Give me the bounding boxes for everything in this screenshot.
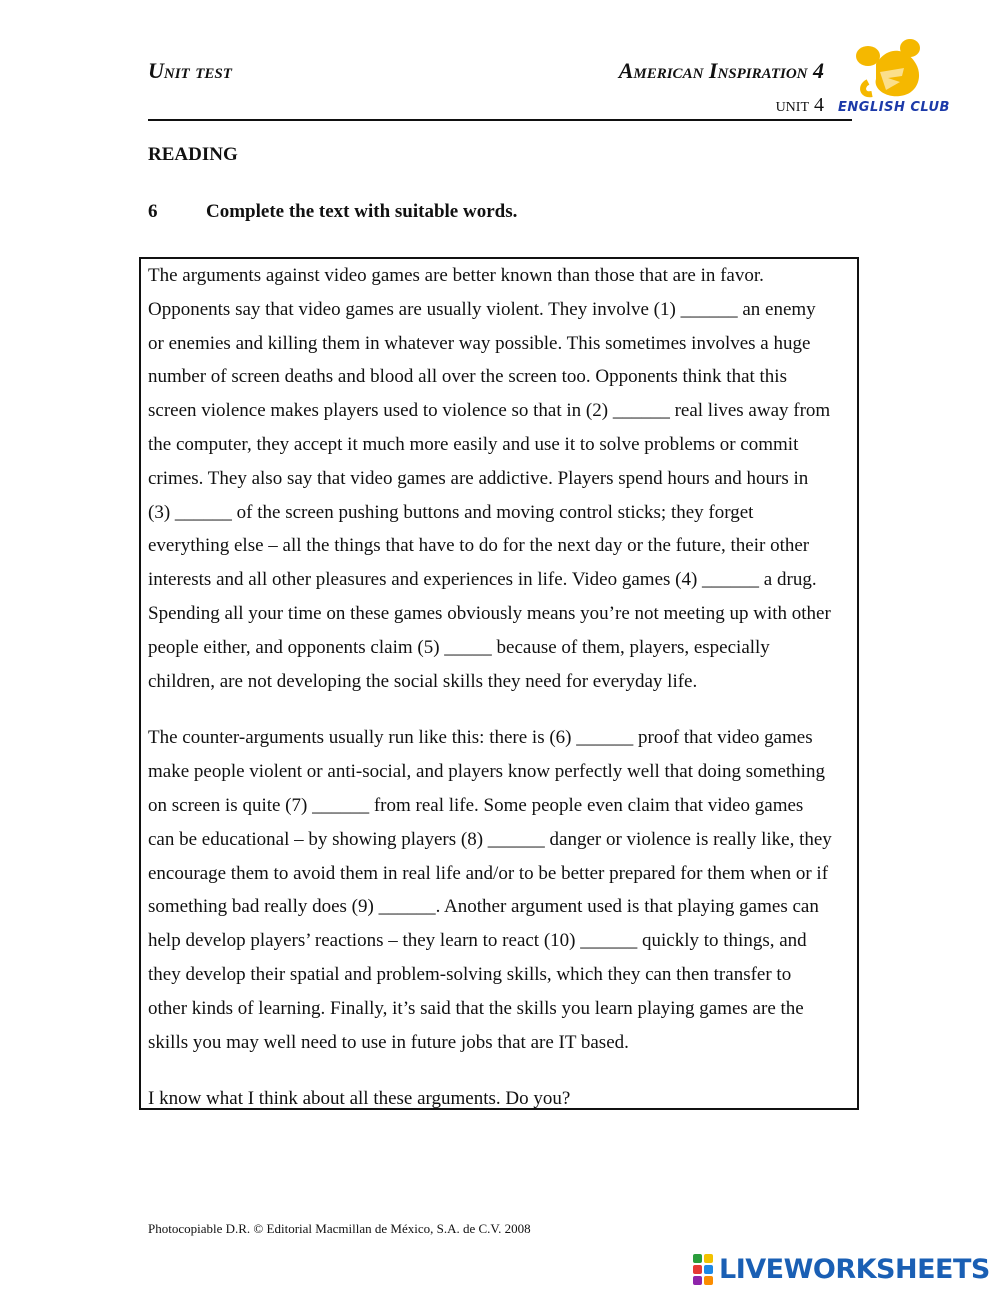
logo-square: [704, 1265, 713, 1274]
passage-box: [139, 257, 859, 1110]
liveworksheets-text: LIVEWORKSHEETS: [719, 1253, 990, 1285]
passage-line: can be educational – by showing players (8) ______ danger or violence is really like, they: [148, 828, 832, 850]
passage-line: The counter-arguments usually run like this: there is (6) ______ proof that video games: [148, 727, 813, 749]
passage-line: The arguments against video games are better known than those that are in favor.: [148, 265, 764, 286]
passage-line: interests and all other pleasures and experiences in life. Video games (4) ______ a drug.: [148, 569, 817, 591]
logo-text: ENGLISH CLUB: [838, 100, 950, 115]
passage-line: crimes. They also say that video games are addictive. Players spend hours and hours in: [148, 467, 809, 489]
passage-line: (3) ______ of the screen pushing buttons and moving control sticks; they forget: [148, 501, 754, 523]
instruction-number: 6: [148, 201, 158, 222]
passage-line: or enemies and killing them in whatever way possible. This sometimes involves a huge: [148, 332, 811, 354]
passage-line: they develop their spatial and problem-solving skills, which they can then transfer to: [148, 963, 792, 985]
passage-line: skills you may well need to use in future jobs that are IT based.: [148, 1031, 629, 1053]
passage-paragraph-2: [148, 721, 857, 1059]
passage-line: everything else – all the things that have to do for the next day or the future, their other: [148, 535, 810, 557]
header-rule: [148, 119, 852, 121]
passage-line: encourage them to avoid them in real life and/or to be better prepared for them when or if: [148, 862, 829, 884]
passage-paragraph-1: [148, 259, 857, 698]
liveworksheets-logo-icon: [693, 1254, 713, 1285]
logo-square: [693, 1265, 702, 1274]
liveworksheets-watermark: [693, 1252, 990, 1286]
passage-closing: I know what I think about all these arguments. Do you?: [148, 1088, 571, 1110]
logo-square: [693, 1254, 702, 1263]
footer-copyright: Photocopiable D.R. © Editorial Macmillan de México, S.A. de C.V. 2008: [148, 1221, 531, 1236]
passage-line: screen violence makes players used to violence so that in (2) ______ real lives away from: [148, 400, 831, 422]
logo-square: [693, 1276, 702, 1285]
passage-line: Opponents say that video games are usually violent. They involve (1) ______ an enemy: [148, 298, 816, 320]
logo-square: [704, 1254, 713, 1263]
passage-line: number of screen deaths and blood all over the screen too. Opponents think that this: [148, 366, 787, 388]
header-left-title: Unit test: [148, 58, 232, 83]
instruction-text: Complete the text with suitable words.: [206, 201, 518, 222]
section-title: READING: [148, 144, 238, 165]
passage-line: make people violent or anti-social, and players know perfectly well that doing something: [148, 761, 825, 783]
passage-line: people either, and opponents claim (5) _____ because of them, players, especially: [148, 636, 770, 658]
passage-line: the computer, they accept it much more easily and use it to solve problems or commit: [148, 433, 799, 455]
passage-line: something bad really does (9) ______. Another argument used is that playing games can: [148, 896, 819, 918]
instruction: [148, 201, 517, 223]
passage-line: help develop players’ reactions – they learn to react (10) ______ quickly to things, and: [148, 930, 807, 952]
passage-line: on screen is quite (7) ______ from real life. Some people even claim that video games: [148, 794, 804, 816]
passage-line: Spending all your time on these games obviously means you’re not meeting up with other: [148, 602, 831, 624]
logo-square: [704, 1276, 713, 1285]
passage-line: children, are not developing the social skills they need for everyday life.: [148, 670, 698, 692]
header-unit: unit 4: [775, 94, 824, 116]
header-right-title: American Inspiration 4: [618, 58, 824, 83]
passage-line: other kinds of learning. Finally, it’s said that the skills you learn playing games are the: [148, 997, 804, 1019]
